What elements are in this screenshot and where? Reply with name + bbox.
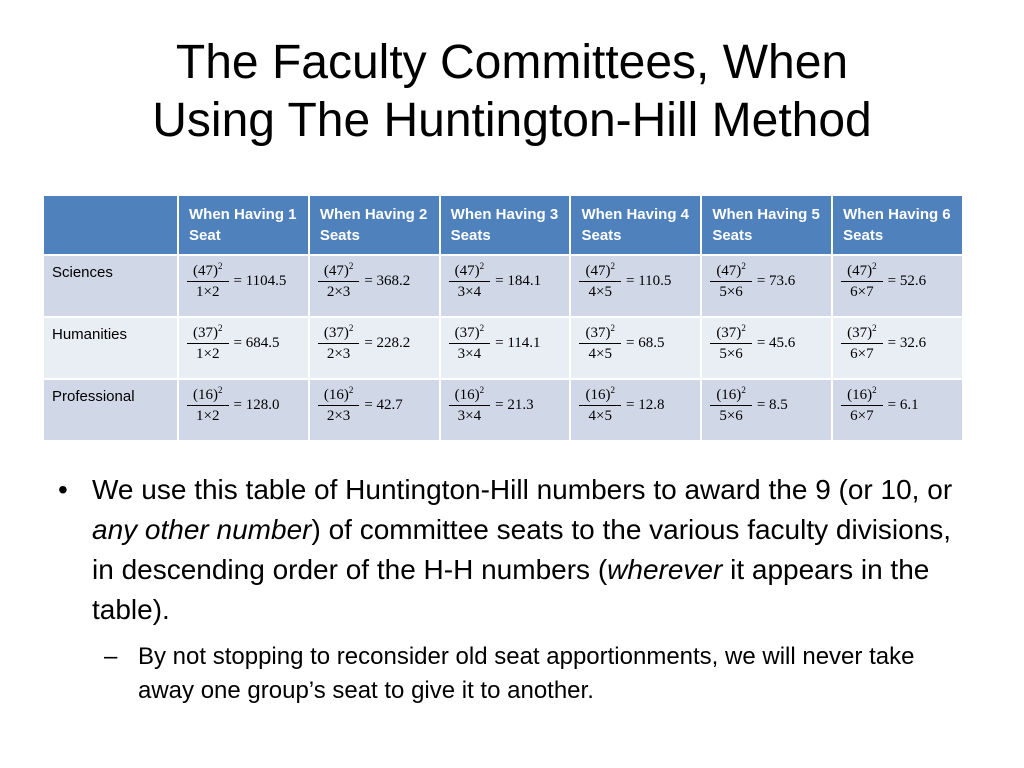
bullet-main-emphasis-1: any other number: [92, 514, 312, 545]
numerator-base: (16): [716, 387, 742, 403]
fraction-numerator: [318, 261, 360, 282]
hh-value: = 184.1: [495, 272, 542, 289]
hh-formula: [841, 323, 926, 363]
hh-value: = 684.5: [233, 334, 280, 351]
slide-title: [40, 34, 984, 150]
numerator-exponent: 2: [610, 261, 615, 271]
row-label: Sciences: [43, 255, 178, 317]
hh-value: = 12.8: [625, 396, 665, 413]
title-line-2: Using The Huntington-Hill Method: [152, 94, 872, 147]
numerator-base: (37): [585, 325, 611, 341]
hh-formula: [710, 323, 795, 363]
bullet-main: [58, 470, 958, 630]
hh-number-cell: [309, 255, 440, 317]
fraction-denominator: 1×2: [196, 284, 220, 300]
header-3-seats: When Having 3 Seats: [440, 195, 571, 255]
hh-value: = 45.6: [756, 334, 796, 351]
fraction-numerator: [710, 261, 752, 282]
fraction-denominator: 6×7: [850, 408, 874, 424]
hh-value: = 110.5: [625, 272, 672, 289]
hh-number-cell: [570, 317, 701, 379]
numerator-exponent: 2: [479, 323, 485, 333]
fraction: [841, 261, 883, 301]
bullet-list: [58, 470, 958, 708]
fraction-denominator: 2×3: [326, 284, 351, 300]
fraction-denominator: 2×3: [326, 346, 351, 362]
hh-number-cell: [178, 317, 309, 379]
header-4-seats: When Having 4 Seats: [570, 195, 701, 255]
fraction-numerator: [579, 323, 621, 344]
hh-formula: [318, 385, 403, 425]
fraction: [579, 261, 621, 301]
hh-value: = 114.1: [495, 334, 541, 351]
bullet-dot: •: [58, 474, 68, 505]
numerator-base: (47): [847, 263, 873, 279]
hh-formula: [187, 323, 279, 363]
header-1-seat: When Having 1 Seat: [178, 195, 309, 255]
numerator-exponent: 2: [872, 261, 877, 271]
fraction-denominator: 6×7: [850, 346, 874, 362]
header-6-seats: When Having 6 Seats: [832, 195, 963, 255]
hh-number-cell: [440, 379, 571, 441]
hh-formula: [449, 261, 541, 301]
hh-number-cell: [701, 317, 832, 379]
numerator-base: (16): [323, 387, 349, 403]
hh-value: = 228.2: [364, 334, 411, 351]
fraction-numerator: [318, 385, 360, 406]
huntington-hill-table: [42, 194, 964, 442]
hh-number-cell: [178, 379, 309, 441]
bullet-main-text-1: We use this table of Huntington-Hill numbers to award the 9 (or 10, or: [92, 474, 953, 505]
fraction-denominator: 4×5: [588, 346, 612, 362]
fraction-numerator: [449, 323, 491, 344]
hh-value: = 21.3: [495, 396, 534, 413]
numerator-base: (16): [585, 387, 611, 403]
hh-formula: [841, 385, 918, 425]
hh-value: = 42.7: [364, 396, 403, 413]
fraction-numerator: [449, 261, 491, 282]
hh-formula: [318, 261, 410, 301]
hh-value: = 128.0: [233, 396, 280, 413]
numerator-base: (47): [323, 263, 349, 279]
fraction-denominator: 3×4: [457, 408, 482, 424]
fraction-numerator: [318, 323, 360, 344]
numerator-base: (16): [454, 387, 480, 403]
numerator-exponent: 2: [610, 323, 615, 333]
numerator-exponent: 2: [348, 261, 354, 271]
hh-value: = 368.2: [364, 272, 411, 289]
fraction-numerator: [187, 385, 229, 406]
hh-formula: [449, 323, 541, 363]
table-row: [43, 255, 963, 317]
hh-number-cell: [178, 255, 309, 317]
fraction: [579, 385, 621, 425]
fraction: [187, 261, 229, 301]
fraction: [710, 323, 752, 363]
bullet-dash: –: [104, 643, 118, 670]
fraction: [710, 385, 752, 425]
numerator-base: (37): [454, 325, 480, 341]
numerator-base: (47): [454, 263, 480, 279]
numerator-exponent: 2: [479, 261, 485, 271]
hh-number-cell: [701, 255, 832, 317]
numerator-exponent: 2: [218, 323, 223, 333]
numerator-base: (47): [585, 263, 611, 279]
fraction: [187, 385, 229, 425]
fraction-denominator: 1×2: [196, 408, 220, 424]
numerator-exponent: 2: [218, 261, 223, 271]
table-corner-cell: [43, 195, 178, 255]
numerator-base: (37): [847, 325, 873, 341]
hh-value: = 8.5: [756, 396, 788, 413]
numerator-exponent: 2: [741, 323, 746, 333]
fraction-numerator: [710, 323, 752, 344]
hh-value: = 6.1: [887, 396, 919, 413]
hh-formula: [318, 323, 410, 363]
hh-formula: [579, 261, 671, 301]
numerator-base: (16): [193, 387, 218, 403]
hh-formula: [841, 261, 926, 301]
fraction-numerator: [187, 323, 229, 344]
hh-formula: [579, 385, 664, 425]
fraction: [318, 261, 360, 301]
fraction-denominator: 5×6: [719, 346, 743, 362]
fraction: [449, 385, 491, 425]
fraction-denominator: 2×3: [326, 408, 351, 424]
fraction: [187, 323, 229, 363]
bullet-main-text-3: it appears in the table).: [92, 554, 930, 625]
hh-formula: [187, 385, 279, 425]
fraction: [579, 323, 621, 363]
bullet-sub-text: By not stopping to reconsider old seat apportionments, we will never take away one group’s seat to give it to another.: [138, 643, 915, 704]
fraction-numerator: [841, 261, 883, 282]
numerator-base: (37): [193, 325, 218, 341]
hh-number-cell: [832, 255, 963, 317]
bullet-main-text-2: ) of committee seats to the various faculty divisions, in descending order of the H-H numbers (: [92, 514, 952, 585]
numerator-exponent: 2: [610, 385, 615, 395]
numerator-exponent: 2: [741, 261, 746, 271]
table-header-row: [43, 195, 963, 255]
hh-formula: [579, 323, 664, 363]
fraction-denominator: 5×6: [719, 284, 743, 300]
numerator-exponent: 2: [218, 385, 223, 395]
hh-number-cell: [309, 317, 440, 379]
numerator-base: (47): [716, 263, 742, 279]
numerator-exponent: 2: [741, 385, 746, 395]
fraction-numerator: [187, 261, 229, 282]
hh-number-cell: [440, 255, 571, 317]
fraction: [710, 261, 752, 301]
row-label: Professional: [43, 379, 178, 441]
bullet-sub: [58, 640, 958, 708]
fraction-numerator: [579, 385, 621, 406]
table-row: [43, 379, 963, 441]
fraction-denominator: 4×5: [588, 284, 612, 300]
hh-number-cell: [832, 317, 963, 379]
fraction-denominator: 3×4: [457, 346, 482, 362]
fraction-numerator: [841, 385, 883, 406]
hh-value: = 73.6: [756, 272, 796, 289]
header-2-seats: When Having 2 Seats: [309, 195, 440, 255]
numerator-exponent: 2: [348, 323, 354, 333]
hh-number-cell: [832, 379, 963, 441]
numerator-base: (37): [323, 325, 349, 341]
fraction-denominator: 4×5: [588, 408, 612, 424]
hh-number-cell: [570, 255, 701, 317]
fraction: [449, 261, 491, 301]
table-row: [43, 317, 963, 379]
fraction: [841, 385, 883, 425]
fraction-denominator: 1×2: [196, 346, 220, 362]
fraction-numerator: [579, 261, 621, 282]
fraction-numerator: [841, 323, 883, 344]
hh-value: = 68.5: [625, 334, 665, 351]
hh-number-cell: [570, 379, 701, 441]
numerator-exponent: 2: [348, 385, 354, 395]
hh-formula: [710, 385, 787, 425]
hh-number-cell: [309, 379, 440, 441]
header-5-seats: When Having 5 Seats: [701, 195, 832, 255]
hh-value: = 1104.5: [233, 272, 287, 289]
fraction-numerator: [449, 385, 491, 406]
fraction-denominator: 3×4: [457, 284, 482, 300]
bullet-main-emphasis-2: wherever: [607, 554, 723, 585]
fraction: [449, 323, 491, 363]
hh-value: = 32.6: [887, 334, 927, 351]
numerator-exponent: 2: [872, 385, 877, 395]
numerator-exponent: 2: [872, 323, 877, 333]
fraction: [318, 323, 360, 363]
hh-value: = 52.6: [887, 272, 927, 289]
hh-formula: [710, 261, 795, 301]
fraction-denominator: 6×7: [850, 284, 874, 300]
fraction: [318, 385, 360, 425]
row-label: Humanities: [43, 317, 178, 379]
title-line-1: The Faculty Committees, When: [175, 36, 849, 89]
hh-formula: [187, 261, 286, 301]
numerator-base: (47): [193, 263, 218, 279]
numerator-base: (16): [847, 387, 873, 403]
fraction-denominator: 5×6: [719, 408, 743, 424]
numerator-exponent: 2: [479, 385, 485, 395]
fraction-numerator: [710, 385, 752, 406]
numerator-base: (37): [716, 325, 742, 341]
hh-formula: [449, 385, 534, 425]
fraction: [841, 323, 883, 363]
hh-number-cell: [701, 379, 832, 441]
hh-number-cell: [440, 317, 571, 379]
